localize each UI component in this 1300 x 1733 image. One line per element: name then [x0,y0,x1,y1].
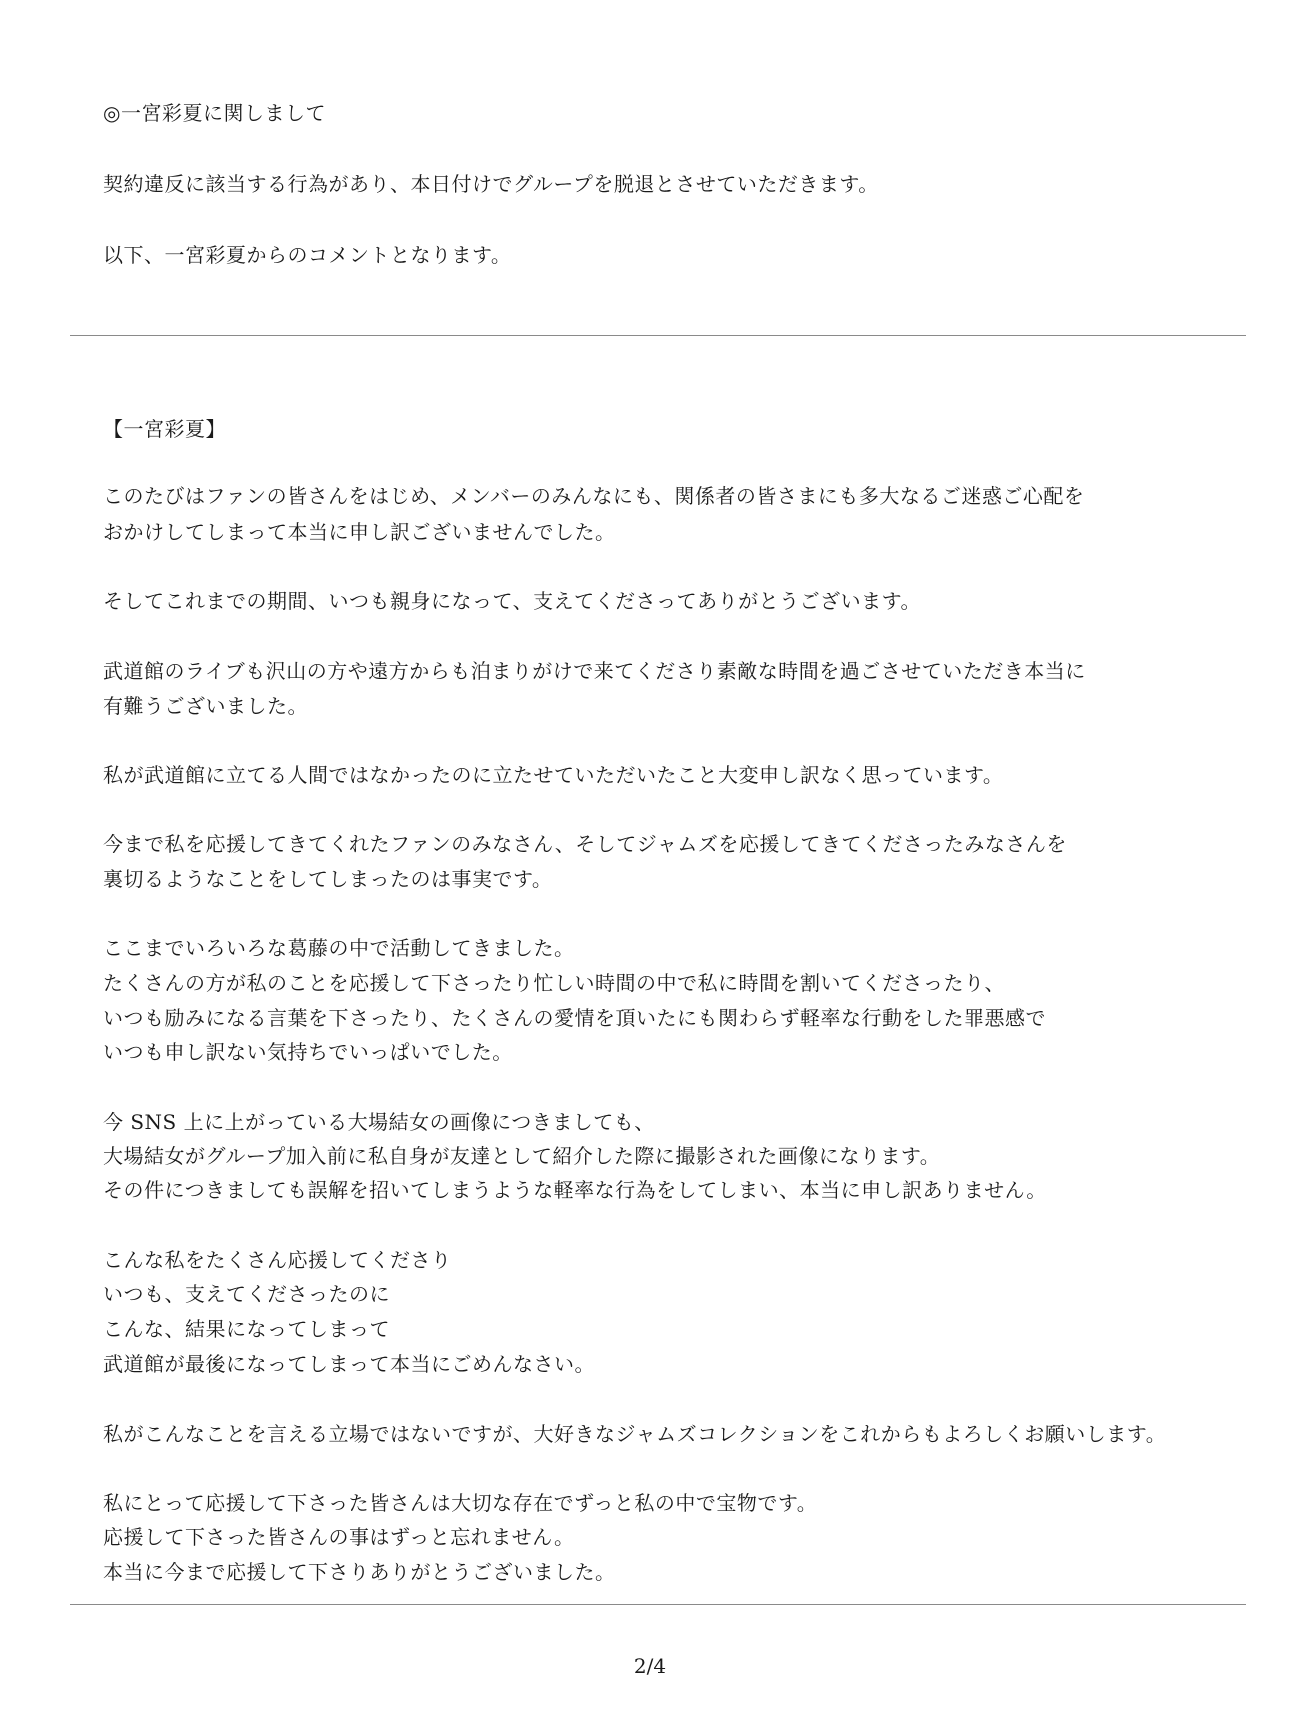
paragraph-line: いつも申し訳ない気持ちでいっぱいでした。 [103,1040,513,1064]
paragraph-line: いつも励みになる言葉を下さったり、たくさんの愛情を頂いたにも関わらず軽率な行動をした罪悪感で [103,1006,1046,1030]
paragraph-line: ここまでいろいろな葛藤の中で活動してきました。 [103,936,575,960]
paragraph-line: 私にとって応援して下さった皆さんは大切な存在でずっと私の中で宝物です。 [103,1491,818,1515]
paragraph-line: 本当に今まで応援して下さりありがとうございました。 [103,1560,616,1584]
paragraph-line: 裏切るようなことをしてしまったのは事実です。 [103,867,553,891]
paragraph-line: 有難うございました。 [103,694,308,718]
paragraph-line: 今 SNS 上に上がっている大場結女の画像につきましても、 [103,1110,655,1134]
paragraph-line: その件につきましても誤解を招いてしまうような軽率な行為をしてしまい、本当に申し訳ありません。 [103,1178,1047,1202]
paragraph-line: 大場結女がグループ加入前に私自身が友達として紹介した際に撮影された画像になります。 [103,1144,941,1168]
paragraph-line: 武道館が最後になってしまって本当にごめんなさい。 [103,1352,595,1376]
paragraph-line: このたびはファンの皆さんをはじめ、メンバーのみんなにも、関係者の皆さまにも多大なるご迷惑ご心配を [103,484,1085,508]
paragraph-line: たくさんの方が私のことを応援して下さったり忙しい時間の中で私に時間を割いてくださったり、 [103,971,1005,995]
paragraph-line: おかけしてしまって本当に申し訳ございませんでした。 [103,520,616,544]
paragraph-line: こんな私をたくさん応援してくださり [103,1248,452,1272]
paragraph-line: いつも、支えてくださったのに [103,1282,390,1306]
divider [70,1604,1246,1605]
section-heading: ◎一宮彩夏に関しまして [103,101,326,125]
paragraph-line: そしてこれまでの期間、いつも親身になって、支えてくださってありがとうございます。 [103,589,921,613]
paragraph-line: 私が武道館に立てる人間ではなかったのに立たせていただいたこと大変申し訳なく思っています。 [103,763,1004,787]
page-number: 2/4 [633,1654,667,1678]
paragraph-line: 私がこんなことを言える立場ではないですが、大好きなジャムズコレクションをこれからもよろしくお願いします。 [103,1422,1167,1446]
paragraph-line: 武道館のライブも沢山の方や遠方からも泊まりがけで来てくださり素敵な時間を過ごさせていただき本当に [103,659,1086,683]
divider [70,335,1246,336]
paragraph-line: 契約違反に該当する行為があり、本日付けでグループを脱退とさせていただきます。 [103,172,879,196]
paragraph-line: こんな、結果になってしまって [103,1317,390,1341]
paragraph-line: 今まで私を応援してきてくれたファンのみなさん、そしてジャムズを応援してきてくださったみなさんを [103,832,1067,856]
comment-heading: 【一宮彩夏】 [103,417,226,441]
paragraph-line: 以下、一宮彩夏からのコメントとなります。 [103,243,512,267]
paragraph-line: 応援して下さった皆さんの事はずっと忘れません。 [103,1525,575,1549]
